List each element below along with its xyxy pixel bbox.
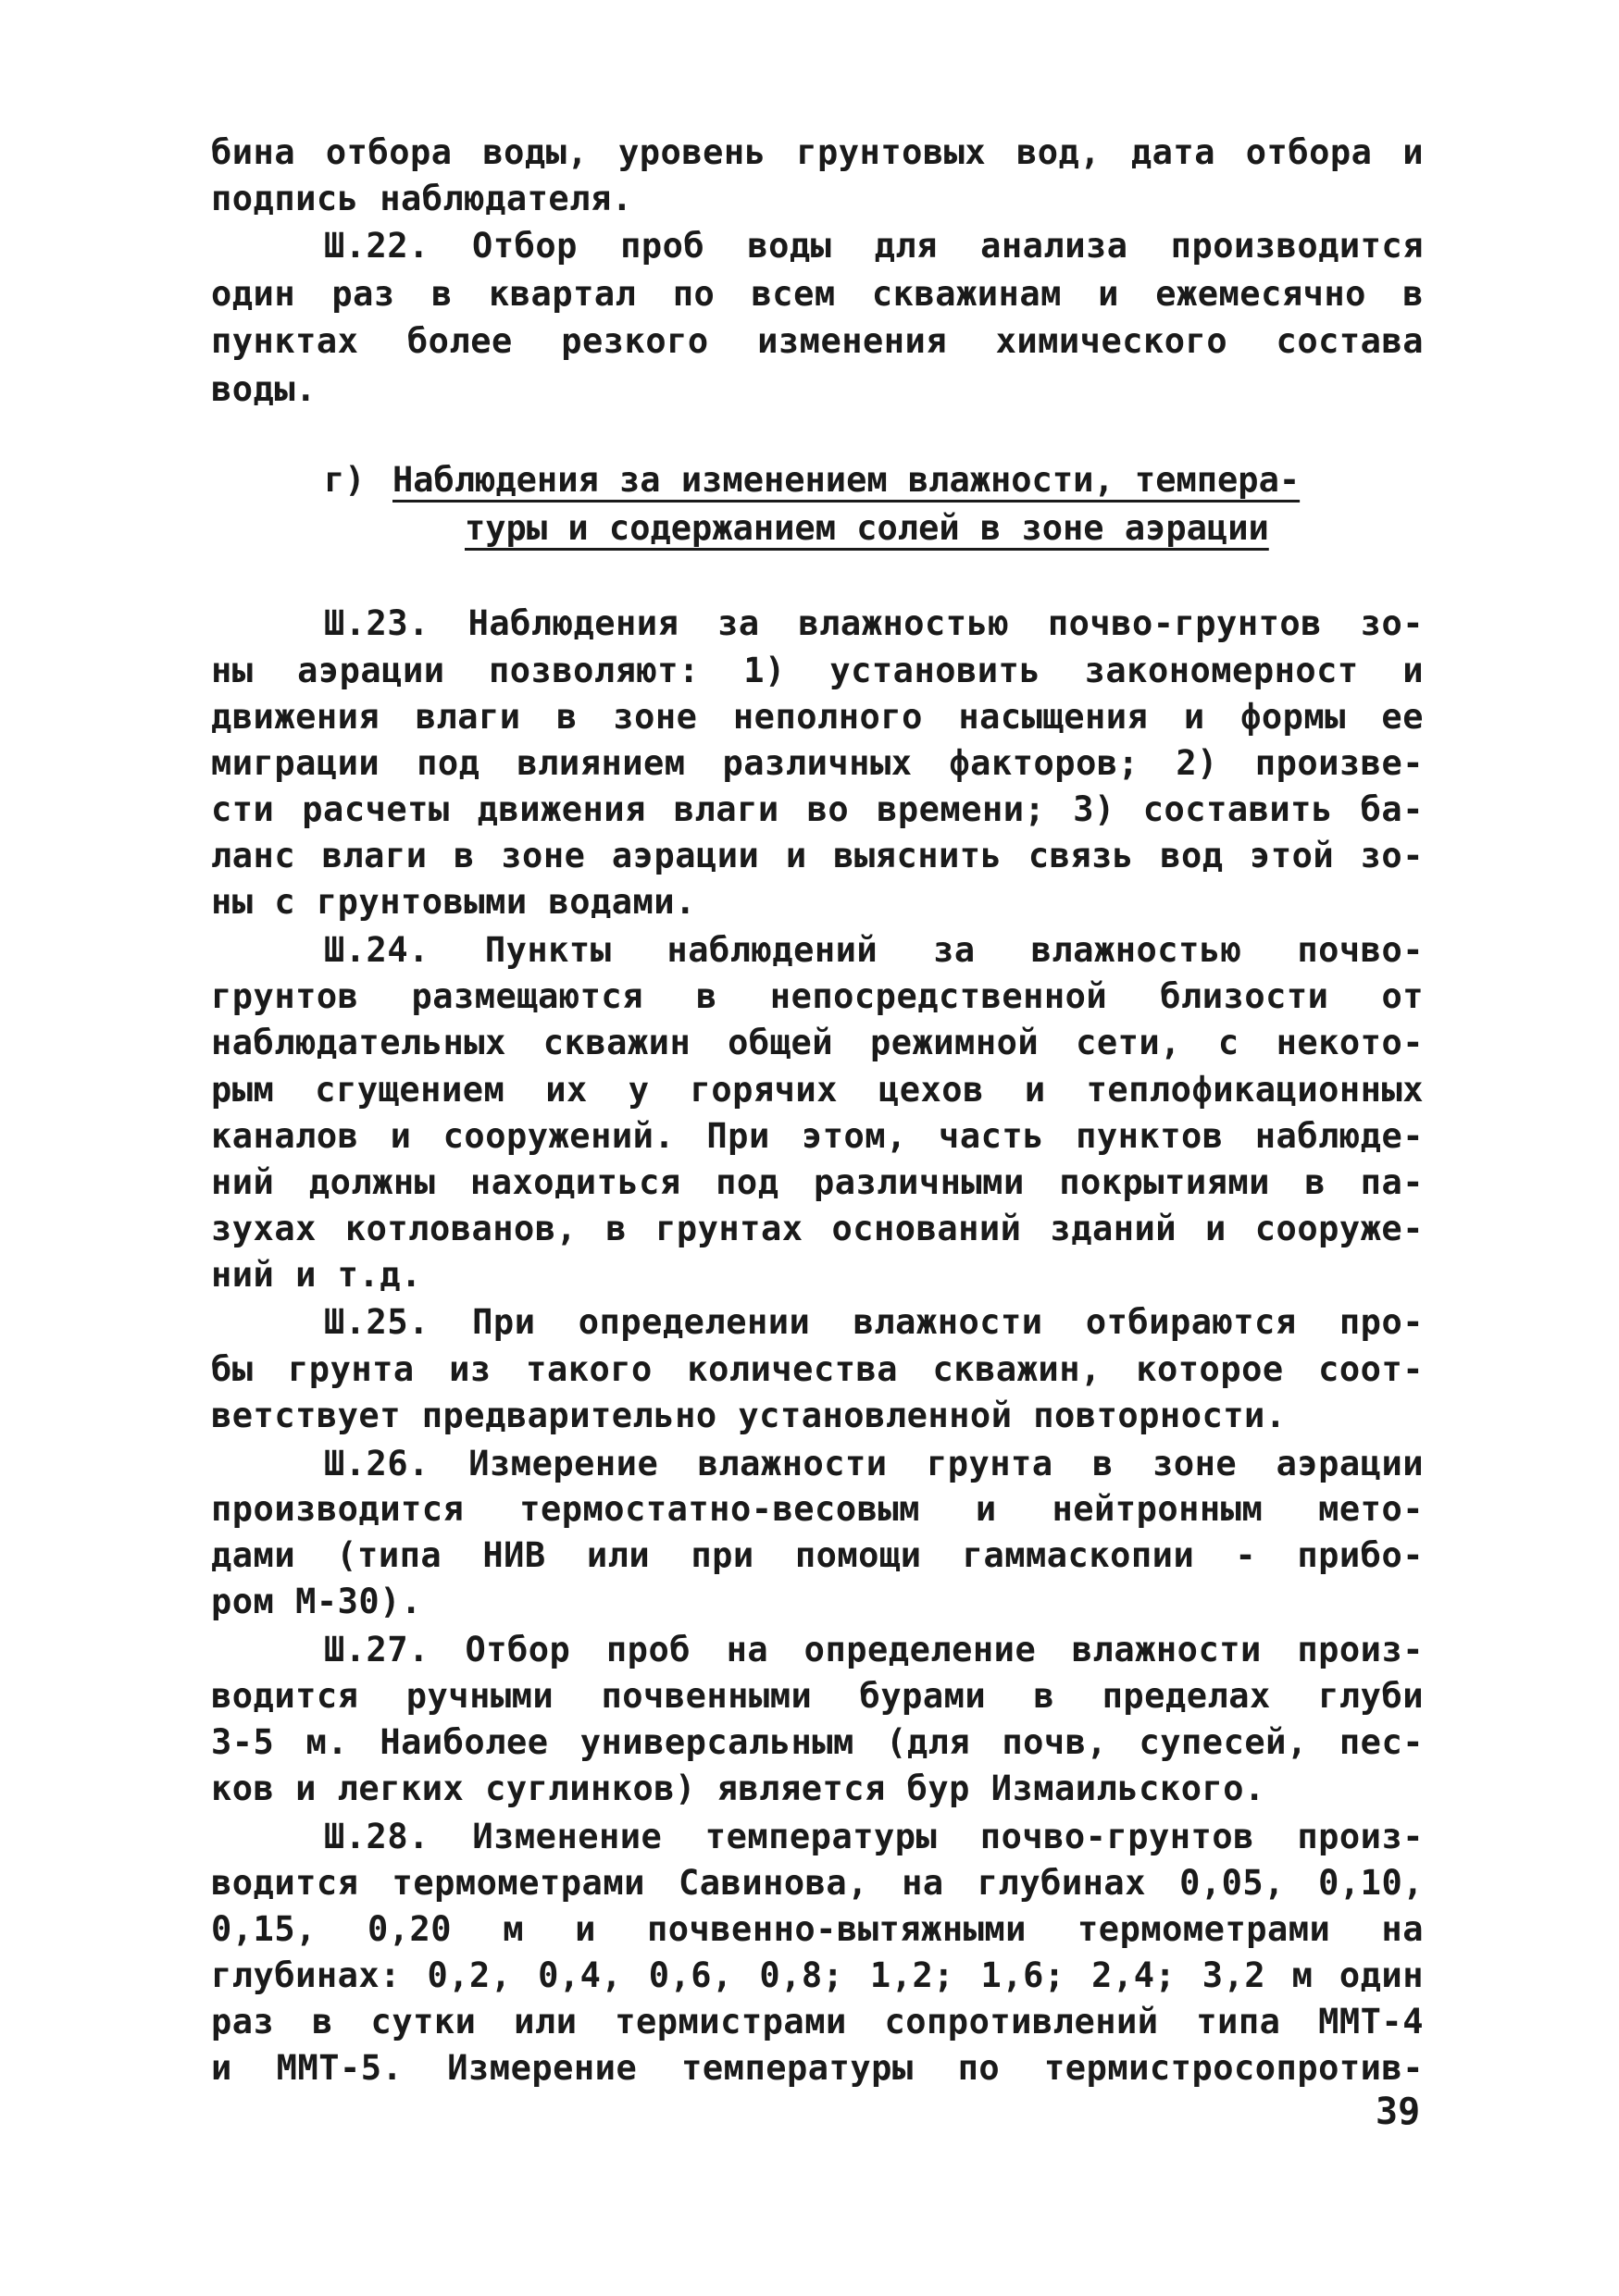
text-line: ков и легких суглинков) является бур Измаильского.: [211, 1769, 1265, 1808]
text-line: Ш.25. При определении влажности отбираются про-: [324, 1302, 1424, 1342]
heading-line-1: Наблюдения за изменением влажности, темпера-: [392, 460, 1301, 500]
text-line: воды.: [211, 369, 317, 409]
heading-line-2: туры и содержанием солей в зоне аэрации: [465, 508, 1269, 548]
text-line: Ш.26. Измерение влажности грунта в зоне аэрации: [324, 1444, 1424, 1483]
text-line: водится ручными почвенными бурами в пределах глуби: [211, 1676, 1424, 1716]
text-line: зухах котлованов, в грунтах оснований зданий и сооруже-: [211, 1209, 1424, 1248]
text-line: Ш.23. Наблюдения за влажностью почво-грунтов зо-: [324, 603, 1424, 643]
text-line: ний и т.д.: [211, 1255, 422, 1295]
heading-marker: г): [324, 460, 366, 500]
text-line: Ш.24. Пункты наблюдений за влажностью почво-: [324, 930, 1424, 970]
text-line: миграции под влиянием различных факторов; 2) произве-: [211, 743, 1424, 783]
text-line: глубинах: 0,2, 0,4, 0,6, 0,8; 1,2; 1,6; 2,4; 3,2 м один: [211, 1955, 1424, 1995]
text-line: раз в сутки или термистрами сопротивлений типа ММТ-4: [211, 2002, 1424, 2042]
text-line: подпись наблюдателя.: [211, 179, 633, 218]
text-line: ветствует предварительно установленной повторности.: [211, 1396, 1287, 1435]
text-line: каналов и сооружений. При этом, часть пунктов наблюде-: [211, 1116, 1424, 1156]
text-line: и ММТ-5. Измерение температуры по термистросопротив-: [211, 2048, 1424, 2088]
text-line: Ш.27. Отбор проб на определение влажности произ-: [324, 1630, 1424, 1669]
text-line: ланс влаги в зоне аэрации и выяснить связь вод этой зо-: [211, 836, 1424, 875]
text-line: сти расчеты движения влаги во времени; 3) составить ба-: [211, 789, 1424, 829]
text-line: бина отбора воды, уровень грунтовых вод, дата отбора и: [211, 132, 1424, 172]
text-line: ны с грунтовыми водами.: [211, 882, 696, 922]
text-line: ний должны находиться под различными покрытиями в па-: [211, 1162, 1424, 1202]
text-line: Ш.22. Отбор проб воды для анализа производится: [324, 226, 1424, 266]
text-line: дами (типа НИВ или при помощи гаммаскопии - прибо-: [211, 1535, 1424, 1575]
page-number: 39: [1376, 2091, 1421, 2133]
text-line: грунтов размещаются в непосредственной близости от: [211, 976, 1424, 1016]
text-line: водится термометрами Савинова, на глубинах 0,05, 0,10,: [211, 1863, 1424, 1903]
text-line: наблюдательных скважин общей режимной сети, с некото-: [211, 1023, 1424, 1062]
text-line: бы грунта из такого количества скважин, которое соот-: [211, 1349, 1424, 1389]
text-line: пунктах более резкого изменения химического состава: [211, 321, 1424, 361]
text-line: ром М-30).: [211, 1582, 422, 1621]
text-line: один раз в квартал по всем скважинам и ежемесячно в: [211, 274, 1424, 314]
text-line: Ш.28. Изменение температуры почво-грунтов произ-: [324, 1817, 1424, 1856]
text-line: производится термостатно-весовым и нейтронным мето-: [211, 1489, 1424, 1529]
text-line: 0,15, 0,20 м и почвенно-вытяжными термометрами на: [211, 1909, 1424, 1949]
text-line: 3-5 м. Наиболее универсальным (для почв, супесей, пес-: [211, 1722, 1424, 1762]
text-line: ны аэрации позволяют: 1) установить закономерност и: [211, 651, 1424, 690]
text-line: рым сгущением их у горячих цехов и теплофикационных: [211, 1070, 1424, 1110]
text-line: движения влаги в зоне неполного насыщения и формы ее: [211, 697, 1424, 737]
